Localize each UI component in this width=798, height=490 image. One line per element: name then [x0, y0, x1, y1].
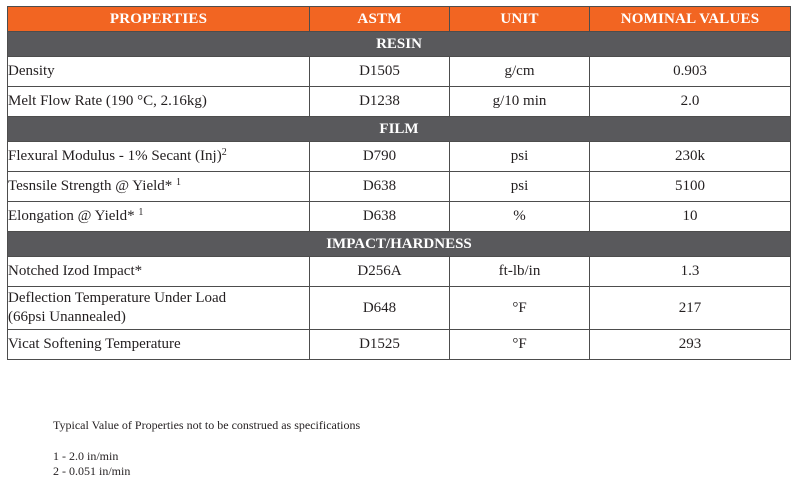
nominal-value: 293 — [590, 330, 791, 360]
property-cell — [8, 202, 310, 232]
unit: psi — [450, 142, 590, 172]
footnote-ref: 2 — [221, 147, 227, 158]
nominal-value: 217 — [590, 287, 791, 330]
section-title-film: FILM — [8, 117, 791, 142]
table-row-flexural-modulus — [8, 142, 791, 172]
property-name: Vicat Softening Temperature — [8, 330, 310, 360]
section-row-resin — [8, 32, 791, 57]
section-title-resin: RESIN — [8, 32, 791, 57]
property-name: Notched Izod Impact* — [8, 257, 310, 287]
astm-code: D648 — [310, 287, 450, 330]
disclaimer-text: Typical Value of Properties not to be construed as specifications — [53, 418, 361, 432]
astm-code: D1525 — [310, 330, 450, 360]
footnote-ref: 1 — [176, 177, 182, 188]
nominal-value: 230k — [590, 142, 791, 172]
footnote-1: 1 - 2.0 in/min — [53, 449, 119, 463]
unit: % — [450, 202, 590, 232]
nominal-value: 0.903 — [590, 57, 791, 87]
header-unit: UNIT — [450, 7, 590, 32]
nominal-value: 5100 — [590, 172, 791, 202]
unit: °F — [450, 330, 590, 360]
property-cell — [8, 172, 310, 202]
unit: psi — [450, 172, 590, 202]
section-title-impact-hardness: IMPACT/HARDNESS — [8, 232, 791, 257]
property-cell — [8, 287, 310, 330]
table-row-density — [8, 57, 791, 87]
property-name: Melt Flow Rate (190 °C, 2.16kg) — [8, 87, 310, 117]
property-name-line2: (66psi Unannealed) — [8, 309, 126, 325]
property-cell — [8, 142, 310, 172]
header-properties: PROPERTIES — [8, 7, 310, 32]
table-row-deflection-temperature — [8, 287, 791, 330]
astm-code: D1505 — [310, 57, 450, 87]
notes-block — [53, 418, 360, 479]
property-name: Elongation @ Yield* — [8, 208, 135, 224]
astm-code: D638 — [310, 202, 450, 232]
table-row-elongation — [8, 202, 791, 232]
property-name-line1: Deflection Temperature Under Load — [8, 290, 227, 306]
astm-code: D790 — [310, 142, 450, 172]
table-row-vicat-softening — [8, 330, 791, 360]
footnote-ref: 1 — [138, 207, 144, 218]
astm-code: D256A — [310, 257, 450, 287]
astm-code: D1238 — [310, 87, 450, 117]
property-name: Flexural Modulus - 1% Secant (Inj) — [8, 148, 222, 164]
section-row-impact-hardness — [8, 232, 791, 257]
property-name: Density — [8, 57, 310, 87]
header-astm: ASTM — [310, 7, 450, 32]
nominal-value: 1.3 — [590, 257, 791, 287]
table-header-row — [8, 7, 791, 32]
section-row-film — [8, 117, 791, 142]
unit: ft-lb/in — [450, 257, 590, 287]
header-nominal-values: NOMINAL VALUES — [590, 7, 791, 32]
unit: °F — [450, 287, 590, 330]
unit: g/cm — [450, 57, 590, 87]
properties-table — [7, 6, 791, 360]
table-row-tensile-strength — [8, 172, 791, 202]
unit: g/10 min — [450, 87, 590, 117]
property-name: Tesnsile Strength @ Yield* — [8, 178, 173, 194]
table-row-notched-izod — [8, 257, 791, 287]
footnote-2: 2 - 0.051 in/min — [53, 464, 131, 478]
table-row-melt-flow-rate — [8, 87, 791, 117]
nominal-value: 2.0 — [590, 87, 791, 117]
astm-code: D638 — [310, 172, 450, 202]
nominal-value: 10 — [590, 202, 791, 232]
